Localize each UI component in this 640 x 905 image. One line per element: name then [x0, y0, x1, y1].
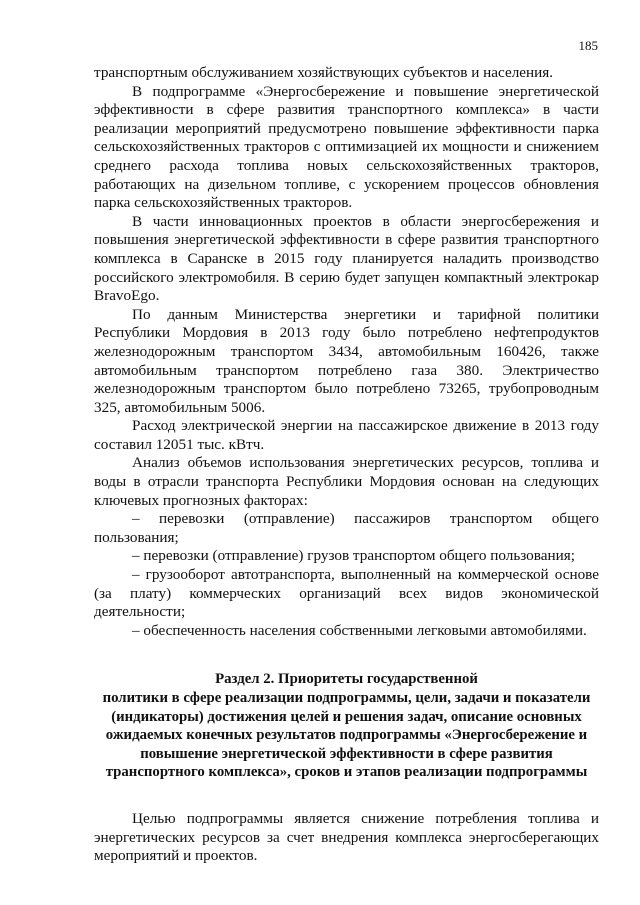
section-heading-line: Раздел 2. Приоритеты государственной: [215, 671, 478, 688]
section-heading-line: транспортного комплекса», сроков и этапов реализации подпрограммы: [105, 764, 588, 781]
section-heading: [94, 670, 599, 782]
section-heading-line: политики в сфере реализации подпрограммы, цели, задачи и показатели: [102, 690, 591, 706]
page-number: 185: [578, 38, 598, 53]
section-heading-line: повышение энергетической эффективности в сфере развития: [140, 745, 553, 762]
list-item: – грузооборот автотранспорта, выполненный на коммерческой основе (за плату) коммерческих организаций всех видов экономической деятельности;: [94, 566, 599, 621]
paragraph: Анализ объемов использования энергетических ресурсов, топлива и воды в отрасли транспорта Республики Мордовия основан на следующих ключевых прогнозных факторах:: [94, 454, 599, 509]
section-heading-line: ожидаемых конечных результатов подпрограммы «Энергосбережение и: [105, 727, 588, 744]
list-item: – обеспеченность населения собственными легковыми автомобилями.: [132, 621, 587, 639]
paragraph: В подпрограмме «Энергосбережение и повышение энергетической эффективности в сфере развития транспортного комплекса» в части реализации мероприятий предусмотрено повышение эффективности парка сельскохозяйственных тракторов с оптимизацией их мощности и снижением среднего расхода топлива новых сельскохозяйственных тракторов, работающих на дизельном топливе, с ускорением процессов обновления парка сельскохозяйственных тракторов.: [94, 82, 599, 212]
paragraph: Расход электрической энергии на пассажирское движение в 2013 году составил 12051 тыс. кВтч.: [94, 417, 599, 453]
paragraph: В части инновационных проектов в области энергосбережения и повышения энергетической эффективности в сфере развития транспортного комплекса в Саранске в 2015 году планируется наладить производство российского электромобиля. В серию будет запущен компактный электрокар BravoEgo.: [94, 212, 599, 305]
list-item: – перевозки (отправление) пассажиров транспортом общего пользования;: [94, 510, 599, 546]
document-body: [94, 64, 599, 866]
paragraph: Целью подпрограммы является снижение потребления топлива и энергетических ресурсов за счет внедрения комплекса энергосберегающих мероприятий и проектов.: [94, 809, 599, 865]
list-item: – перевозки (отправление) грузов транспортом общего пользования;: [132, 547, 575, 565]
paragraph: По данным Министерства энергетики и тарифной политики Республики Мордовия в 2013 году было потреблено нефтепродуктов железнодорожным транспортом 3434, автомобильным 160426, также автомобильным транспортом потреблено газа 380. Электричество железнодорожным транспортом было потреблено 73265, трубопроводным 325, автомобильным 5006.: [94, 305, 599, 416]
paragraph: транспортным обслуживанием хозяйствующих субъектов и населения.: [94, 64, 554, 81]
section-heading-line: (индикаторы) достижения целей и решения задач, описание основных: [111, 708, 582, 725]
